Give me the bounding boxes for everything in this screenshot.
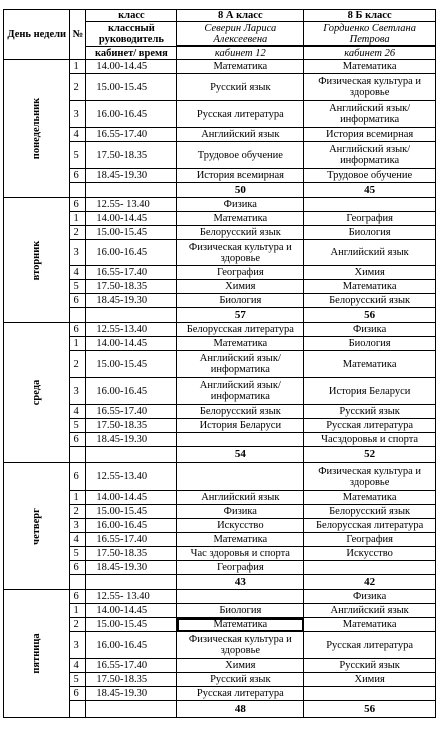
day-week-header: День недели [4,10,70,60]
lesson-time[interactable]: 17.50-18.35 [86,419,177,433]
subject-8b[interactable]: Трудовое обучение [304,169,436,183]
subject-8b[interactable]: Русская литература [304,419,436,433]
total-blank-time [86,447,177,463]
room-time-label: кабинет/ время [86,47,177,60]
lesson-number[interactable]: 4 [70,533,86,547]
lesson-time[interactable]: 18.45-19.30 [86,561,177,575]
schedule-table [3,9,436,718]
lesson-time[interactable]: 15.00-15.45 [86,351,177,378]
subject-8a[interactable]: Белорусский язык [177,405,304,419]
lesson-time[interactable]: 16.00-16.45 [86,240,177,266]
lesson-number[interactable]: 2 [70,226,86,240]
lesson-time[interactable]: 18.45-19.30 [86,294,177,308]
lesson-time[interactable]: 14.00-14.45 [86,337,177,351]
lesson-number[interactable]: 1 [70,60,86,74]
subject-8a[interactable]: Русский язык [177,74,304,101]
lesson-time[interactable]: 14.00-14.45 [86,604,177,618]
subject-8a[interactable]: Белорусская литература [177,323,304,337]
subject-8b[interactable]: Математика [304,618,436,632]
lesson-time[interactable]: 17.50-18.35 [86,142,177,169]
lesson-time[interactable]: 17.50-18.35 [86,280,177,294]
total-blank-time [86,701,177,718]
lesson-row [4,323,436,337]
total-blank-time [86,183,177,198]
subject-8b[interactable]: История всемирная [304,128,436,142]
subject-8b[interactable]: Физическая культура и здоровье [304,74,436,101]
lesson-number[interactable]: 2 [70,351,86,378]
lesson-time[interactable]: 14.00-14.45 [86,491,177,505]
subject-8b[interactable]: Математика [304,351,436,378]
subject-8a[interactable]: Биология [177,294,304,308]
lesson-row [4,463,436,491]
subject-8a[interactable]: Математика [177,337,304,351]
total-blank-num [70,701,86,718]
lesson-row [4,60,436,74]
subject-8b[interactable]: Русский язык [304,659,436,673]
subject-8b[interactable]: Физика [304,323,436,337]
subject-8b[interactable]: Английский язык [304,604,436,618]
lesson-row [4,198,436,212]
room-a: кабинет 12 [177,47,304,60]
lesson-number[interactable]: 6 [70,561,86,575]
lesson-time[interactable]: 16.55-17.40 [86,533,177,547]
subject-8b[interactable]: Белорусская литература [304,519,436,533]
number-header: № [70,10,86,60]
total-8b: 45 [304,183,436,198]
total-blank-num [70,308,86,323]
subject-8a[interactable]: Час здоровья и спорта [177,547,304,561]
total-blank-num [70,183,86,198]
day-name: понедельник [31,97,43,160]
lesson-number[interactable]: 3 [70,240,86,266]
schedule-body [4,10,436,718]
lesson-number[interactable]: 6 [70,433,86,447]
lesson-number[interactable]: 5 [70,419,86,433]
lesson-time[interactable]: 14.00-14.45 [86,212,177,226]
lesson-number[interactable]: 4 [70,659,86,673]
subject-8a[interactable]: География [177,266,304,280]
subject-8b[interactable]: Русский язык [304,405,436,419]
subject-8a[interactable]: Английский язык/информатика [177,378,304,405]
day-cell [4,60,70,198]
subject-8a[interactable]: Математика [177,60,304,74]
total-blank-num [70,447,86,463]
teacher-a: Северин Лариса Алексеевена [177,22,304,46]
lesson-time[interactable]: 12.55- 13.40 [86,590,177,604]
subject-8b[interactable]: Химия [304,266,436,280]
subject-8a[interactable]: Химия [177,280,304,294]
subject-8b[interactable]: Английский язык/информатика [304,142,436,169]
total-8a: 48 [177,701,304,718]
class-a-title: 8 А класс [177,10,304,22]
subject-8a[interactable]: Физика [177,505,304,519]
lesson-number[interactable]: 6 [70,590,86,604]
lesson-number[interactable]: 5 [70,280,86,294]
lesson-number[interactable]: 6 [70,169,86,183]
lesson-number[interactable]: 4 [70,266,86,280]
class-label: класс [86,10,177,22]
subject-8b[interactable] [304,198,436,212]
subject-8b[interactable]: Биология [304,337,436,351]
total-8a: 54 [177,447,304,463]
day-cell [4,590,70,718]
subject-8a[interactable] [177,590,304,604]
lesson-time[interactable]: 16.00-16.45 [86,519,177,533]
subject-8a[interactable]: Химия [177,659,304,673]
subject-8a[interactable]: Математика [177,212,304,226]
total-blank-time [86,575,177,590]
lesson-time[interactable]: 15.00-15.45 [86,505,177,519]
subject-8a[interactable] [177,433,304,447]
lesson-number[interactable]: 1 [70,491,86,505]
lesson-number[interactable]: 2 [70,505,86,519]
subject-8a[interactable]: Русская литература [177,101,304,128]
lesson-time[interactable]: 12.55-13.40 [86,463,177,491]
subject-8a[interactable]: Искусство [177,519,304,533]
total-8b: 56 [304,701,436,718]
subject-8b[interactable]: География [304,212,436,226]
subject-8b[interactable]: Математика [304,491,436,505]
day-name: среда [31,379,43,406]
subject-8a[interactable]: Математика [177,618,304,632]
subject-8b[interactable]: Математика [304,280,436,294]
subject-8a[interactable]: География [177,561,304,575]
lesson-number[interactable]: 3 [70,519,86,533]
lesson-number[interactable]: 3 [70,101,86,128]
lesson-time[interactable]: 16.55-17.40 [86,659,177,673]
lesson-time[interactable]: 18.45-19.30 [86,433,177,447]
subject-8a[interactable]: История всемирная [177,169,304,183]
day-cell [4,463,70,590]
lesson-number[interactable]: 5 [70,673,86,687]
subject-8b[interactable]: Биология [304,226,436,240]
subject-8b[interactable]: Часздоровья и спорта [304,433,436,447]
lesson-number[interactable]: 6 [70,198,86,212]
total-8a: 50 [177,183,304,198]
lesson-time[interactable]: 15.00-15.45 [86,226,177,240]
lesson-number[interactable]: 3 [70,632,86,659]
lesson-time[interactable]: 12.55- 13.40 [86,198,177,212]
day-name: вторник [31,240,43,280]
lesson-number[interactable]: 1 [70,604,86,618]
subject-8b[interactable]: Математика [304,60,436,74]
subject-8a[interactable]: Белорусский язык [177,226,304,240]
subject-8b[interactable]: Физическая культура и здоровье [304,463,436,491]
lesson-time[interactable]: 12.55-13.40 [86,323,177,337]
subject-8b[interactable]: Русская литература [304,632,436,659]
lesson-time[interactable]: 17.50-18.35 [86,547,177,561]
subject-8a[interactable]: Трудовое обучение [177,142,304,169]
lesson-row [4,590,436,604]
lesson-number[interactable]: 6 [70,294,86,308]
subject-8b[interactable]: Химия [304,673,436,687]
total-8b: 42 [304,575,436,590]
total-8a: 43 [177,575,304,590]
subject-8a[interactable]: История Беларуси [177,419,304,433]
day-cell [4,323,70,463]
subject-8a[interactable]: Английский язык/информатика [177,351,304,378]
subject-8b[interactable]: История Беларуси [304,378,436,405]
subject-8a[interactable]: Английский язык [177,128,304,142]
lesson-number[interactable]: 6 [70,463,86,491]
subject-8a[interactable]: Английский язык [177,491,304,505]
subject-8b[interactable]: Английский язык/информатика [304,101,436,128]
lesson-number[interactable]: 5 [70,547,86,561]
total-blank-num [70,575,86,590]
subject-8a[interactable]: Физическая культура и здоровье [177,240,304,266]
lesson-number[interactable]: 4 [70,405,86,419]
lesson-number[interactable]: 5 [70,142,86,169]
lesson-time[interactable]: 15.00-15.45 [86,618,177,632]
lesson-number[interactable]: 2 [70,618,86,632]
total-blank-time [86,308,177,323]
total-8b: 56 [304,308,436,323]
total-8b: 52 [304,447,436,463]
subject-8b[interactable]: Английский язык [304,240,436,266]
day-cell [4,198,70,323]
lesson-number[interactable]: 4 [70,128,86,142]
subject-8a[interactable] [177,463,304,491]
subject-8b[interactable]: Физика [304,590,436,604]
lesson-time[interactable]: 16.00-16.45 [86,632,177,659]
room-b: кабинет 26 [304,47,436,60]
day-name: четверг [31,507,43,545]
subject-8b[interactable]: Белорусский язык [304,294,436,308]
lesson-time[interactable]: 18.45-19.30 [86,169,177,183]
subject-8a[interactable]: Математика [177,533,304,547]
subject-8a[interactable]: Русская литература [177,687,304,701]
subject-8a[interactable]: Биология [177,604,304,618]
lesson-time[interactable]: 16.55-17.40 [86,405,177,419]
lesson-number[interactable]: 6 [70,687,86,701]
lesson-time[interactable]: 15.00-15.45 [86,74,177,101]
lesson-time[interactable]: 14.00-14.45 [86,60,177,74]
lesson-number[interactable]: 2 [70,74,86,101]
header-row-class [4,10,436,22]
teacher-b: Гордиенко Светлана Петрова [304,22,436,46]
subject-8a[interactable]: Физическая культура и здоровье [177,632,304,659]
lesson-number[interactable]: 3 [70,378,86,405]
lesson-number[interactable]: 1 [70,337,86,351]
lesson-time[interactable]: 18.45-19.30 [86,687,177,701]
subject-8a[interactable]: Физика [177,198,304,212]
lesson-time[interactable]: 16.55-17.40 [86,266,177,280]
lesson-time[interactable]: 16.55-17.40 [86,128,177,142]
day-name: пятница [31,633,43,674]
lesson-number[interactable]: 1 [70,212,86,226]
subject-8b[interactable]: География [304,533,436,547]
lesson-time[interactable]: 16.00-16.45 [86,101,177,128]
teacher-label: классный руководитель [86,22,177,47]
subject-8a[interactable]: Русский язык [177,673,304,687]
lesson-time[interactable]: 17.50-18.35 [86,673,177,687]
lesson-number[interactable]: 6 [70,323,86,337]
subject-8b[interactable] [304,687,436,701]
total-8a: 57 [177,308,304,323]
subject-8b[interactable]: Искусство [304,547,436,561]
subject-8b[interactable] [304,561,436,575]
class-b-title: 8 Б класс [304,10,436,22]
lesson-time[interactable]: 16.00-16.45 [86,378,177,405]
subject-8b[interactable]: Белорусский язык [304,505,436,519]
